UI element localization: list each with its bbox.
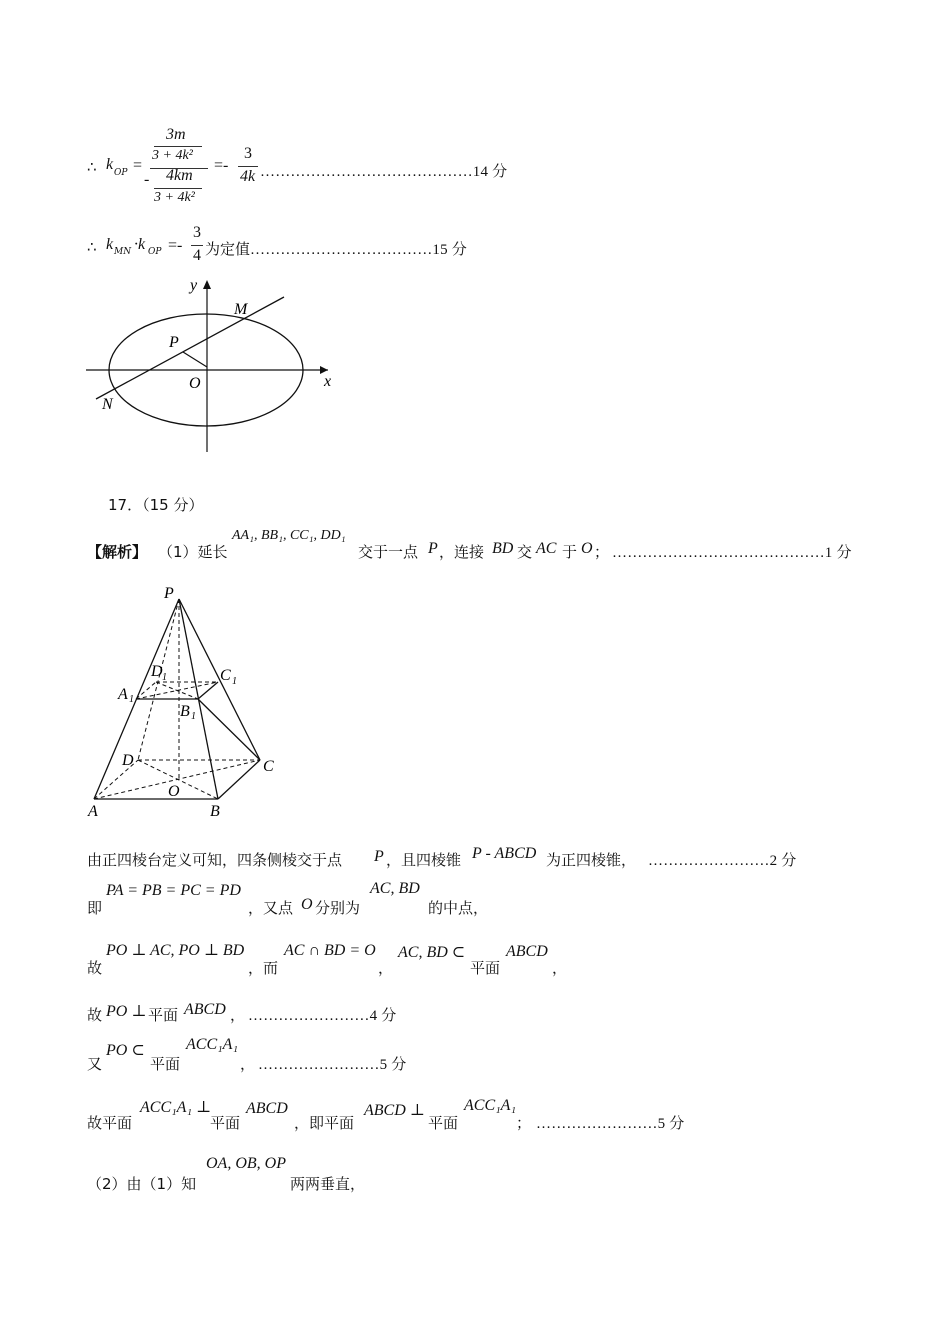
k-symbol: k <box>106 236 114 253</box>
text: 故 <box>87 1006 103 1024</box>
score-5: ……………………5 分 <box>536 1116 685 1132</box>
equal-edges-math: PA = PB = PC = PD <box>106 882 241 899</box>
label-b1: B <box>180 703 190 720</box>
text: 交 <box>517 543 533 561</box>
score-2: ……………………2 分 <box>648 853 797 869</box>
label-c: C <box>263 758 274 775</box>
text: ，又点 <box>248 899 294 917</box>
label-m: M <box>234 301 248 318</box>
text: 于 <box>562 543 578 561</box>
var-bd: BD <box>492 540 514 557</box>
text: 两两垂直， <box>290 1175 366 1193</box>
fraction-denominator: 4 <box>193 247 201 264</box>
text: 平面 <box>148 1006 179 1024</box>
edge-b1c <box>198 699 260 760</box>
label-p: P <box>164 585 174 602</box>
therefore-symbol: ∴ <box>87 238 97 256</box>
numerator-top: 3m <box>166 126 186 143</box>
label-x: x <box>324 373 332 390</box>
subscript-op: OP <box>114 168 128 178</box>
label-d: D <box>122 752 134 769</box>
equals-minus: =- <box>168 237 183 254</box>
text: 为正四棱锥， <box>546 851 637 869</box>
denominator-top: 4km <box>166 167 193 184</box>
equals-minus: =- <box>214 157 229 174</box>
score-5: ……………………5 分 <box>258 1057 407 1073</box>
text: ； <box>516 1114 532 1132</box>
y-axis-arrow <box>203 280 211 289</box>
analysis-heading: 【解析】 <box>87 543 148 561</box>
text: ， <box>378 959 394 977</box>
text: 平面 <box>428 1114 459 1132</box>
plane-acc1a1: ACC₁A₁ <box>186 1036 239 1053</box>
edge-bc <box>218 760 260 799</box>
label-o: O <box>168 783 180 800</box>
score-15: ………………………………15 分 <box>250 242 467 258</box>
text: 的中点， <box>428 899 489 917</box>
rhs-numerator: 3 <box>244 145 252 162</box>
text: ，即平面 <box>294 1114 355 1132</box>
therefore-symbol: ∴ <box>87 158 97 176</box>
var-o: O <box>581 540 593 557</box>
text: 平面 <box>470 959 501 977</box>
label-a: A <box>88 803 98 820</box>
subscript-1: 1 <box>232 676 237 687</box>
text: 分别为 <box>315 899 361 917</box>
text: 平面 <box>150 1055 181 1073</box>
axes-math: OA, OB, OP <box>206 1155 286 1172</box>
text: 由正四棱台定义可知，四条侧棱交于点 <box>87 851 343 869</box>
label-b: B <box>210 803 220 820</box>
label-y: y <box>190 277 198 294</box>
fraction-bar <box>154 188 202 189</box>
text: 故 <box>87 959 103 977</box>
text: （2）由（1）知 <box>87 1175 197 1193</box>
subset-math: AC, BD ⊂ <box>398 944 466 961</box>
perp-math: PO ⊥ AC, PO ⊥ BD <box>106 942 245 959</box>
midpoints-math: AC, BD <box>370 880 420 897</box>
numerator-bottom: 3 + 4k² <box>152 148 193 163</box>
score-4: ……………………4 分 <box>248 1008 397 1024</box>
k-symbol: k <box>106 156 114 173</box>
text: ，连接 <box>439 543 485 561</box>
text: 交于一点 <box>358 543 419 561</box>
pyramid-figure <box>82 580 287 820</box>
subscript-op: OP <box>148 247 162 257</box>
minus-sign: - <box>144 171 150 188</box>
subscript-1: 1 <box>129 694 134 705</box>
po-subset: PO ⊂ <box>106 1042 145 1059</box>
problem-17-title: 17．（15 分） <box>108 496 204 514</box>
text: ， <box>552 959 568 977</box>
pyramid-math: P - ABCD <box>472 845 537 862</box>
label-c1: C <box>220 667 231 684</box>
plane-abcd: ABCD <box>184 1001 226 1018</box>
score-14: ……………………………………14 分 <box>260 164 508 180</box>
denominator-bottom: 3 + 4k² <box>154 190 195 205</box>
var-ac: AC <box>536 540 557 557</box>
var-p: P <box>374 848 384 865</box>
rhs-denominator: 4k <box>240 168 256 185</box>
plane-abcd: ABCD <box>246 1100 288 1117</box>
edges-math: AA₁, BB₁, CC₁, DD₁ <box>232 528 346 543</box>
score-1: ……………………………………1 分 <box>612 545 852 561</box>
subscript-1: 1 <box>162 672 167 683</box>
text: ，而 <box>248 959 279 977</box>
diagonal-b1d1 <box>156 682 198 699</box>
text: 即 <box>87 899 103 917</box>
label-o: O <box>189 375 201 392</box>
rhs-fraction-bar <box>238 166 258 167</box>
text: 故平面 <box>87 1114 133 1132</box>
segment-op <box>183 352 207 367</box>
text: 平面 <box>210 1114 241 1132</box>
var-p: P <box>428 540 438 557</box>
ellipse-figure <box>80 272 340 457</box>
plane-abcd: ABCD <box>506 943 548 960</box>
part-1-text: （1）延长 <box>158 543 228 561</box>
fraction-bar <box>191 245 203 246</box>
plane-acc1a1-perp: ACC₁A₁ ⊥ <box>140 1099 212 1116</box>
text: ； <box>594 543 610 561</box>
label-d1: D <box>151 663 163 680</box>
fraction-bar <box>154 146 202 147</box>
label-n: N <box>102 396 113 413</box>
intersection-math: AC ∩ BD = O <box>284 942 376 959</box>
equals-sign: = <box>133 157 143 174</box>
plane-acc1a1: ACC₁A₁ <box>464 1097 517 1114</box>
fraction-numerator: 3 <box>193 224 201 241</box>
plane-abcd-perp: ABCD ⊥ <box>364 1102 425 1119</box>
text: 又 <box>87 1055 103 1073</box>
dot-k: ·k <box>134 236 146 253</box>
subscript-mn: MN <box>114 247 132 257</box>
text: ，且四棱锥 <box>386 851 462 869</box>
text: ， <box>230 1006 246 1024</box>
text: ， <box>240 1055 256 1073</box>
subscript-1: 1 <box>191 711 196 722</box>
label-p: P <box>169 334 179 351</box>
po-perp: PO ⊥ <box>106 1003 147 1020</box>
var-o: O <box>301 896 313 913</box>
label-a1: A <box>118 686 128 703</box>
constant-text: 为定值 <box>205 240 251 258</box>
